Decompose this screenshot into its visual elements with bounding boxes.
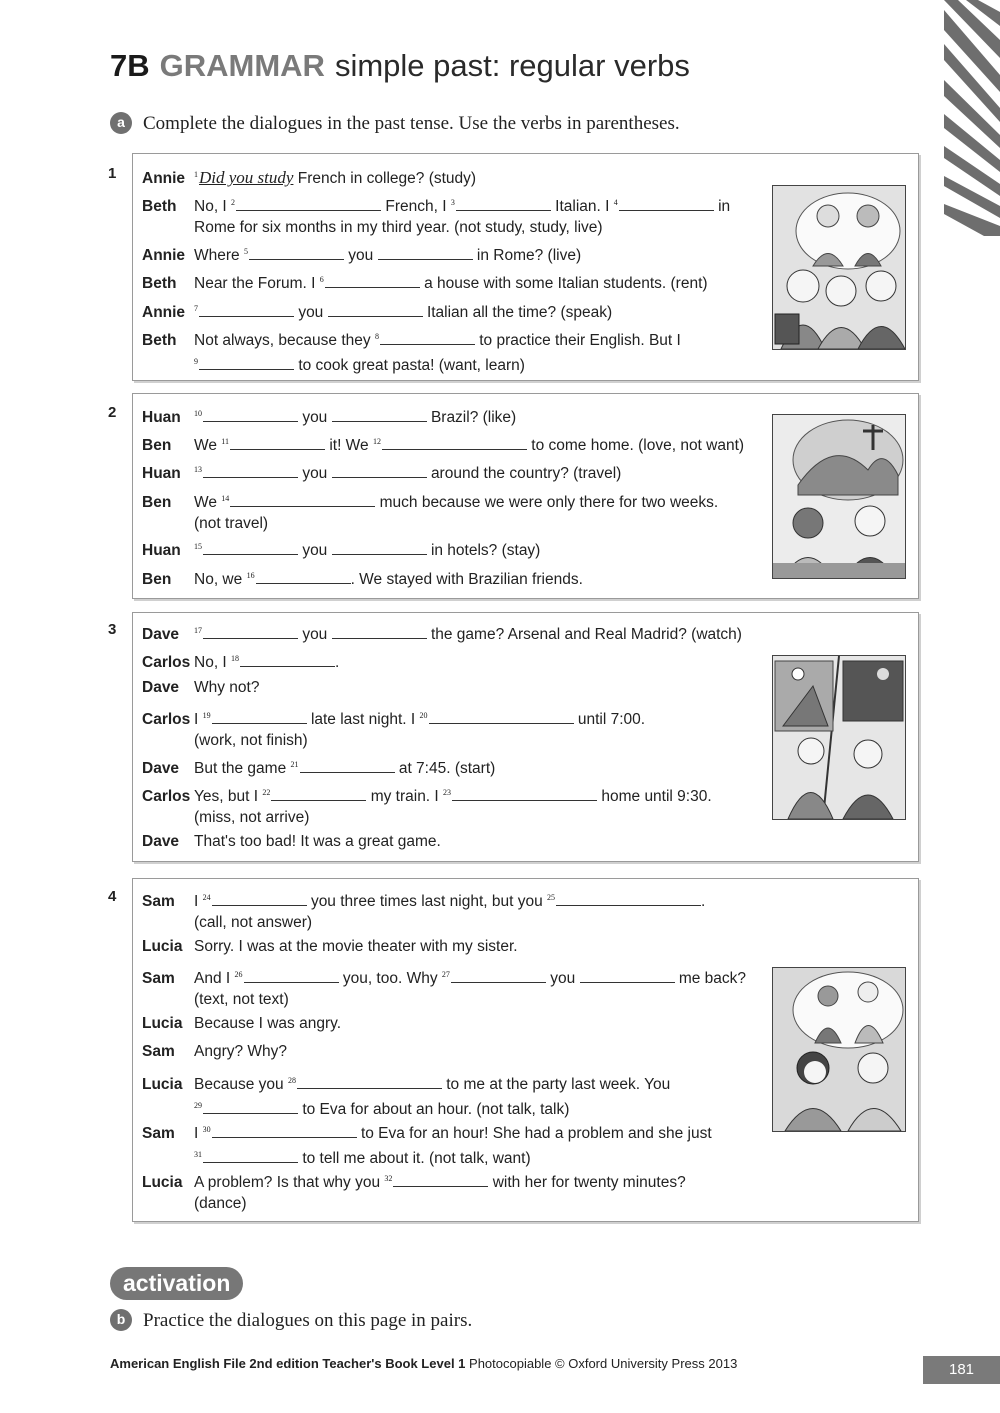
- dialogue-line: Huan $^{15}$ you in hotels? (stay): [142, 542, 541, 559]
- dialogue-line: Beth Not always, because they $^8$ to practice their English. But I $^9$ to cook great pasta! (want, learn): [142, 332, 681, 374]
- dialogue-line: Dave $^{17}$ you the game? Arsenal and Real Madrid? (watch): [142, 626, 742, 643]
- answer-blank[interactable]: [271, 786, 366, 801]
- exercise-b-instruction: [110, 1310, 472, 1333]
- answer-blank[interactable]: [203, 540, 298, 555]
- item-number: 28: [287, 1076, 296, 1085]
- dialogue-line: Beth Near the Forum. I $^6$ a house with some Italian students. (rent): [142, 275, 708, 292]
- answer-blank[interactable]: [378, 245, 473, 260]
- item-number: 21: [290, 760, 299, 769]
- dialogue-line: Dave That's too bad! It was a great game.: [142, 833, 441, 850]
- speaker-name: Sam: [142, 970, 175, 987]
- exercise-b-text: Practice the dialogues on this page in pairs.: [143, 1310, 473, 1331]
- dialogue-line: Sam I $^{30}$ to Eva for an hour! She had a problem and she just $^{31}$ to tell me about it. (not talk, want): [142, 1125, 712, 1167]
- answer-blank[interactable]: [452, 786, 597, 801]
- dialogue-line: Sam I $^{24}$ you three times last night, but you $^{25}$ . (call, not answer): [142, 893, 706, 931]
- speaker-name: Dave: [142, 679, 180, 696]
- dialogue-line: Lucia A problem? Is that why you $^{32}$ with her for twenty minutes? (dance): [142, 1174, 686, 1212]
- speaker-name: Dave: [142, 833, 180, 850]
- answer-blank[interactable]: [203, 463, 298, 478]
- speaker-name: Beth: [142, 275, 177, 292]
- footer-credit: [110, 1356, 737, 1371]
- dialogue-line: Ben We $^{11}$ it! We $^{12}$ to come home. (love, not want): [142, 437, 745, 454]
- answer-blank[interactable]: [203, 1148, 298, 1163]
- item-number: 13: [194, 465, 202, 474]
- dialogue-line: Huan $^{13}$ you around the country? (travel): [142, 465, 622, 482]
- item-number: 29: [194, 1101, 202, 1110]
- example-answer: Did you study: [199, 168, 294, 187]
- item-number: 7: [194, 304, 198, 313]
- speaker-name: Sam: [142, 1125, 175, 1142]
- answer-blank[interactable]: [244, 968, 339, 983]
- item-number: 15: [194, 542, 202, 551]
- answer-blank[interactable]: [332, 407, 427, 422]
- footer-book-title: American English File 2nd edition Teacher's Book Level 1: [110, 1356, 466, 1371]
- answer-blank[interactable]: [328, 302, 423, 317]
- dialogue-4-number: 4: [108, 888, 117, 905]
- item-number: 26: [234, 970, 243, 979]
- answer-blank[interactable]: [249, 245, 344, 260]
- dialogue-line: Lucia Sorry. I was at the movie theater with my sister.: [142, 938, 518, 955]
- speaker-name: Beth: [142, 198, 177, 215]
- speaker-name: Annie: [142, 304, 186, 321]
- speaker-name: Carlos: [142, 654, 191, 671]
- item-number: 19: [202, 711, 211, 720]
- dialogue-line: Annie Where $^5$ you in Rome? (live): [142, 247, 582, 264]
- speaker-name: Ben: [142, 494, 172, 511]
- item-number: 16: [246, 571, 255, 580]
- item-number: 20: [419, 711, 428, 720]
- answer-blank[interactable]: [393, 1172, 488, 1187]
- answer-blank[interactable]: [256, 569, 351, 584]
- dialogue-line: Annie $^7$ you Italian all the time? (speak): [142, 304, 613, 321]
- speaker-name: Lucia: [142, 1174, 183, 1191]
- illustration-pasta-friends: [772, 185, 906, 350]
- item-number: 3: [450, 198, 455, 207]
- answer-blank[interactable]: [297, 1074, 442, 1089]
- answer-blank[interactable]: [203, 407, 298, 422]
- speaker-name: Lucia: [142, 938, 183, 955]
- dialogue-line: Lucia Because I was angry.: [142, 1015, 342, 1032]
- item-number: 8: [374, 332, 379, 341]
- exercise-b-badge: b: [110, 1309, 132, 1331]
- corner-sunburst-decoration: [944, 0, 1000, 236]
- answer-blank[interactable]: [203, 1099, 298, 1114]
- item-number: 11: [221, 437, 229, 446]
- dialogue-line: Dave Why not?: [142, 679, 260, 696]
- item-number: 2: [231, 198, 236, 207]
- answer-blank[interactable]: [203, 624, 298, 639]
- answer-blank[interactable]: [212, 891, 307, 906]
- section-topic: simple past: regular verbs: [334, 48, 690, 83]
- speaker-name: Ben: [142, 571, 172, 588]
- page-title: [110, 48, 690, 84]
- speaker-name: Beth: [142, 332, 177, 349]
- dialogue-2-number: 2: [108, 404, 117, 421]
- answer-blank[interactable]: [580, 968, 675, 983]
- speaker-name: Dave: [142, 760, 180, 777]
- answer-blank[interactable]: [382, 435, 527, 450]
- speaker-name: Annie: [142, 247, 186, 264]
- dialogue-line: Annie $^1$Did you study French in college? (study): [142, 168, 477, 187]
- page-number: 181: [923, 1356, 1000, 1384]
- item-number: 17: [194, 626, 202, 635]
- illustration-couple-argument: [772, 967, 906, 1132]
- item-number: 4: [613, 198, 618, 207]
- item-number: 27: [441, 970, 450, 979]
- item-number: 1: [194, 170, 198, 179]
- dialogue-line: Carlos Yes, but I $^{22}$ my train. I $^{23}$ home until 9:30. (miss, not arrive): [142, 788, 712, 826]
- dialogue-line: Carlos No, I $^{18}$ .: [142, 654, 340, 671]
- exercise-a-instruction: [110, 113, 680, 136]
- dialogue-1-number: 1: [108, 165, 117, 182]
- item-number: 6: [319, 275, 324, 284]
- answer-blank[interactable]: [300, 758, 395, 773]
- speaker-name: Annie: [142, 170, 186, 187]
- answer-blank[interactable]: [212, 1123, 357, 1138]
- answer-blank[interactable]: [429, 709, 574, 724]
- dialogue-line: Sam And I $^{26}$ you, too. Why $^{27}$ you me back? (text, not text): [142, 970, 747, 1008]
- item-number: 30: [202, 1125, 211, 1134]
- answer-blank[interactable]: [230, 492, 375, 507]
- speaker-name: Carlos: [142, 788, 191, 805]
- speaker-name: Sam: [142, 893, 175, 910]
- illustration-phone-call-football: [772, 655, 906, 820]
- item-number: 23: [443, 788, 452, 797]
- dialogue-line: Carlos I $^{19}$ late last night. I $^{20}$ until 7:00. (work, not finish): [142, 711, 646, 749]
- answer-blank[interactable]: [332, 624, 427, 639]
- section-code: 7B: [110, 48, 150, 83]
- answer-blank[interactable]: [212, 709, 307, 724]
- answer-blank[interactable]: [230, 435, 325, 450]
- dialogue-line: Ben We $^{14}$ much because we were only there for two weeks. (not travel): [142, 494, 719, 532]
- answer-blank[interactable]: [451, 968, 546, 983]
- dialogue-line: Lucia Because you $^{28}$ to me at the party last week. You $^{29}$ to Eva for about an hour. (not talk, talk): [142, 1076, 671, 1118]
- dialogue-line: Ben No, we $^{16}$ . We stayed with Brazilian friends.: [142, 571, 583, 588]
- item-number: 10: [194, 409, 202, 418]
- speaker-name: Huan: [142, 465, 181, 482]
- answer-blank[interactable]: [199, 302, 294, 317]
- speaker-name: Dave: [142, 626, 180, 643]
- item-number: 25: [547, 893, 556, 902]
- speaker-name: Ben: [142, 437, 172, 454]
- answer-blank[interactable]: [325, 273, 420, 288]
- answer-blank[interactable]: [456, 196, 551, 211]
- answer-blank[interactable]: [332, 463, 427, 478]
- item-number: 5: [243, 247, 248, 256]
- dialogue-line: Dave But the game $^{21}$ at 7:45. (start): [142, 760, 496, 777]
- answer-blank[interactable]: [556, 891, 701, 906]
- answer-blank[interactable]: [619, 196, 714, 211]
- exercise-a-badge: a: [110, 112, 132, 134]
- item-number: 12: [372, 437, 381, 446]
- speaker-name: Lucia: [142, 1076, 183, 1093]
- dialogue-line: Sam Angry? Why?: [142, 1043, 288, 1060]
- item-number: 14: [221, 494, 230, 503]
- dialogue-line: Huan $^{10}$ you Brazil? (like): [142, 409, 517, 426]
- answer-blank[interactable]: [236, 196, 381, 211]
- dialogue-line: Beth No, I $^2$ French, I $^3$ Italian. I $^4$ in Rome for six months in my third year. (not study, study, live): [142, 198, 731, 236]
- item-number: 9: [194, 357, 198, 366]
- answer-blank[interactable]: [199, 355, 294, 370]
- speaker-name: Sam: [142, 1043, 175, 1060]
- speaker-name: Carlos: [142, 711, 191, 728]
- item-number: 31: [194, 1150, 202, 1159]
- speaker-name: Lucia: [142, 1015, 183, 1032]
- item-number: 24: [202, 893, 211, 902]
- speaker-name: Huan: [142, 409, 181, 426]
- item-number: 32: [384, 1174, 393, 1183]
- footer-rights: Photocopiable © Oxford University Press 2013: [469, 1356, 738, 1371]
- item-number: 18: [231, 654, 240, 663]
- activation-heading: activation: [110, 1267, 243, 1300]
- item-number: 22: [262, 788, 271, 797]
- exercise-a-text: Complete the dialogues in the past tense. Use the verbs in parentheses.: [143, 113, 680, 134]
- illustration-brazil-friends: [772, 414, 906, 579]
- dialogue-3-number: 3: [108, 621, 117, 638]
- section-category: GRAMMAR: [159, 48, 325, 83]
- answer-blank[interactable]: [332, 540, 427, 555]
- speaker-name: Huan: [142, 542, 181, 559]
- answer-blank[interactable]: [380, 330, 475, 345]
- answer-blank[interactable]: [240, 652, 335, 667]
